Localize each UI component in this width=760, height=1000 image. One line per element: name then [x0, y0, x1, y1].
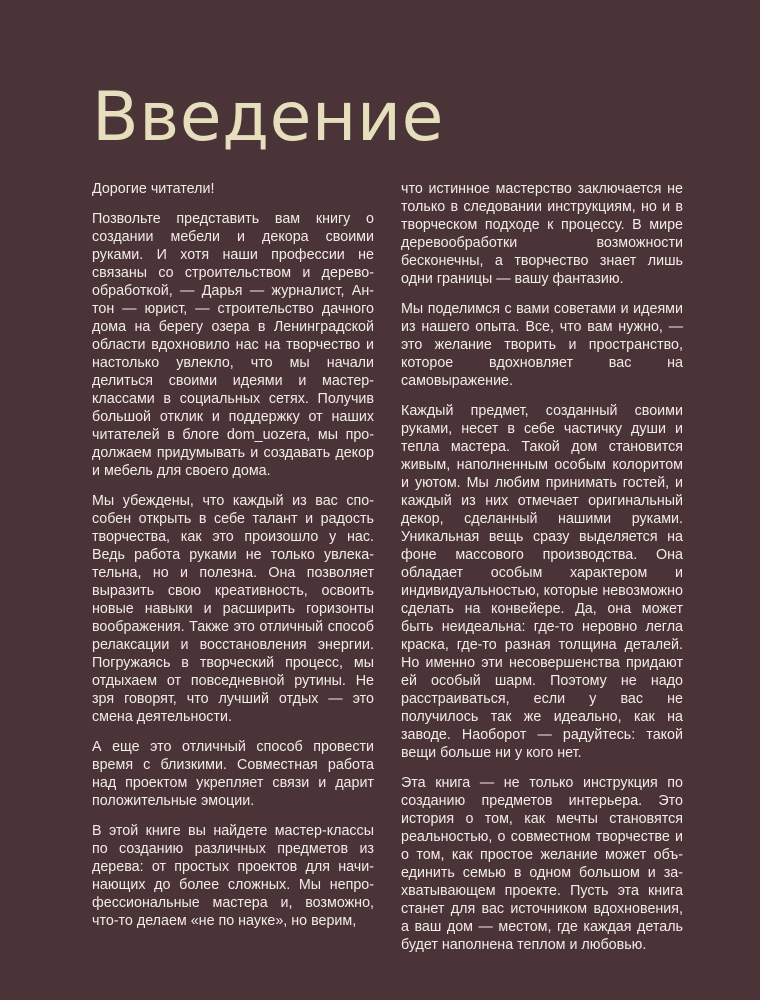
- talent-paragraph: Мы убеждены, что каждый из вас способен открыть в себе талант и радость творчества, как это произошло у нас. Ведь работа руками не только увлекательна, но и полезна. Она позволяет выразить свою креативность, освоить новые навыки и расширить горизонты воображения. Также это отличный способ релаксации и восстановления энергии. Погружаясь в творческий процесс, мы отдыхаем от повседневной рутины. Не зря говорят, что лучший отдых — это смена деятельности.: [92, 493, 374, 725]
- family-paragraph: А еще это отличный способ провести время с близкими. Совместная работа над проектом укрепляет связи и дарит положительные эмоции.: [92, 739, 374, 809]
- mastery-paragraph: что истинное мастерство заключается не только в следовании инструкциям, но и в творческом подходе к процессу. В мире деревообработки возможности бесконечны, а творчество знает лишь одни границы — вашу фантазию.: [401, 181, 683, 287]
- handmade-paragraph: Каждый предмет, созданный своими руками, несет в себе частичку души и тепла мастера. Такой дом становится живым, наполненным особым колоритом и уютом. Мы любим принимать гостей, и каждый из них отмечает оригинальный декор, сделанный нашими руками. Уникальная вещь сразу выделяется на фоне массового производства. Она обладает особым характером и индивидуальностью, которые невозможно сделать на конвейере. Да, она может быть неидеальна: где-то неровно легла краска, где-то разная толщина деталей. Но именно эти несовершенства придают ей особый шарм. Поэтому не надо расстраиваться, если у вас не получилось так же идеально, как на заводе. Наоборот — радуйтесь: такой вещи больше ни у кого нет.: [401, 403, 683, 761]
- text-column-right: [401, 180, 683, 966]
- book-content-paragraph: В этой книге вы найдете мастер-классы по созданию различных предметов из дерева: от простых проектов для начинающих до более сложных. Мы непрофессиональные мастера и, возможно, что-то делаем «не по науке», но верим,: [92, 823, 374, 929]
- intro-paragraph: Позвольте представить вам книгу о создании мебели и декора своими руками. И хотя наши профессии не связаны со строительством и деревообработкой, — Дарья — журналист, Антон — юрист, — строительство дачного дома на берегу озера в Ленинградской области вдохновило нас на творчество и настолько увлекло, что мы начали делиться своими идеями и мастер-классами в социальных сетях. Получив большой отклик и поддержку от наших читателей в блоге dom_uozera, мы продолжаем придумывать и создавать декор и мебель для своего дома.: [92, 211, 374, 479]
- closing-paragraph: Эта книга — не только инструкция по созданию предметов интерьера. Это история о том, как мечты становятся реальностью, о совместном творчестве и о том, как простое желание может объединить семью в одном большом и захватывающем проекте. Пусть эта книга станет для вас источником вдохновения, а ваш дом — местом, где каждая деталь будет наполнена теплом и любовью.: [401, 775, 683, 953]
- advice-paragraph: Мы поделимся с вами советами и идеями из нашего опыта. Все, что вам нужно, — это желание творить и пространство, которое вдохновляет вас на самовыражение.: [401, 301, 683, 389]
- text-column-left: [92, 180, 374, 942]
- greeting-paragraph: Дорогие читатели!: [92, 181, 215, 197]
- page-title: Введение: [92, 78, 444, 157]
